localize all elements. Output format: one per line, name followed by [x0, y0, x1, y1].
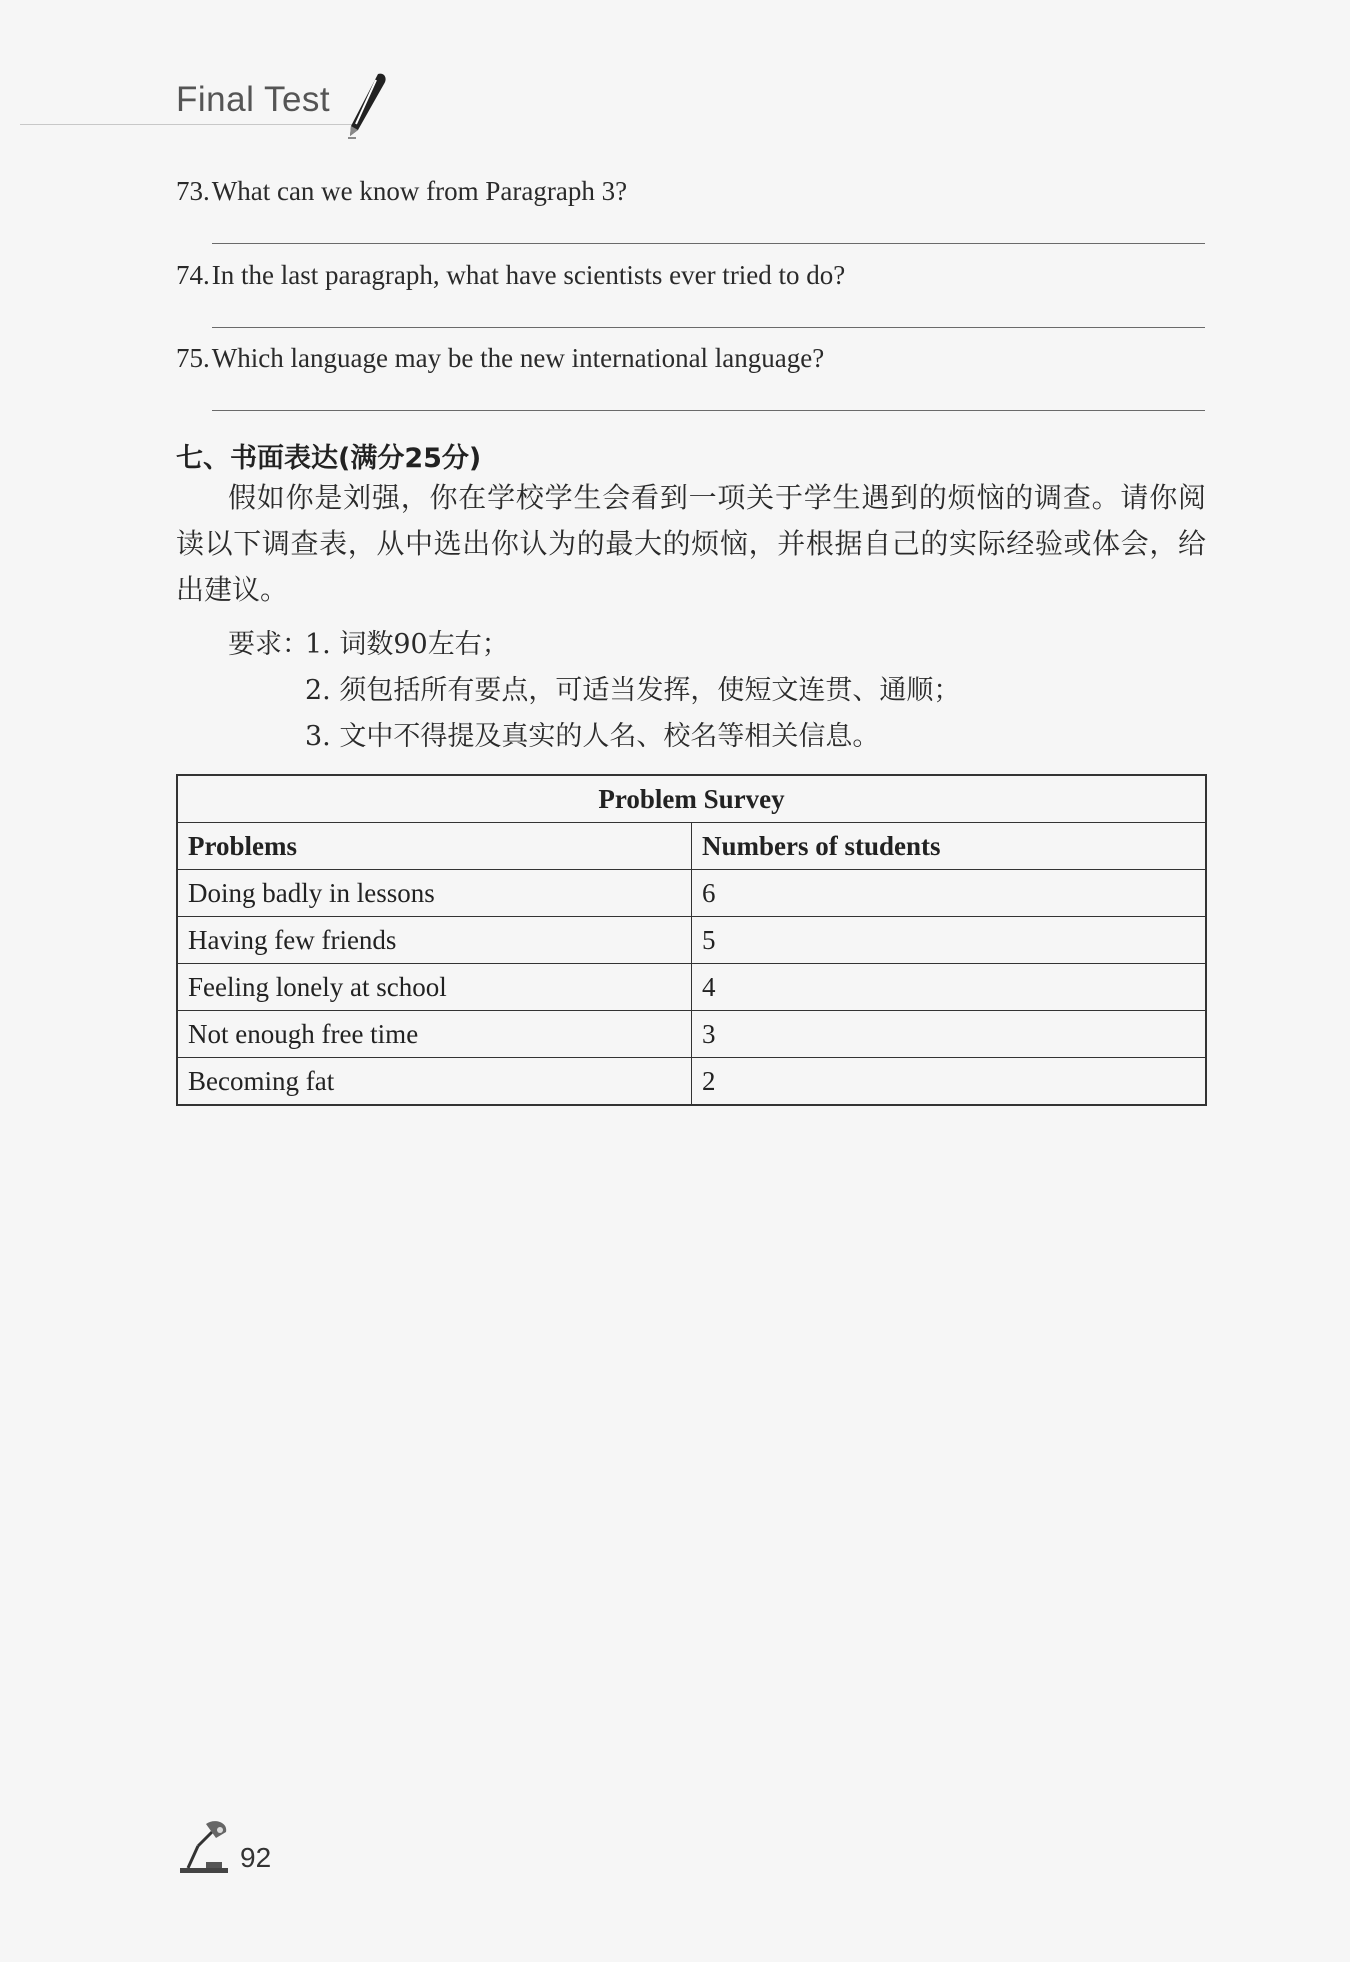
- writing-prompt: 假如你是刘强，你在学校学生会看到一项关于学生遇到的烦恼的调查。请你阅读以下调查表，从中选出你认为的最大的烦恼，并根据自己的实际经验或体会，给出建议。: [176, 481, 1206, 606]
- page-header-title: Final Test: [176, 80, 331, 119]
- question-text: In the last paragraph, what have scientists ever tried to do?: [211, 260, 846, 290]
- answer-line-74[interactable]: [212, 327, 1205, 328]
- table-title-row: [177, 775, 1206, 823]
- question-number: 73.: [176, 176, 210, 206]
- answer-line-75[interactable]: [212, 410, 1205, 411]
- problem-cell: Becoming fat: [177, 1058, 692, 1106]
- section-heading-writing: 七、书面表达(满分25分): [176, 443, 482, 474]
- pen-icon: [342, 72, 388, 140]
- table-row: [177, 1011, 1206, 1058]
- column-header-numbers: Numbers of students: [692, 823, 1207, 870]
- requirement-2: 2. 须包括所有要点，可适当发挥，使短文连贯、通顺；: [305, 675, 961, 706]
- question-74: [176, 260, 845, 291]
- problem-cell: Having few friends: [177, 917, 692, 964]
- question-text: What can we know from Paragraph 3?: [211, 176, 628, 206]
- requirement-3: 3. 文中不得提及真实的人名、校名等相关信息。: [305, 721, 880, 752]
- table-header-row: [177, 823, 1206, 870]
- problem-cell: Doing badly in lessons: [177, 870, 692, 917]
- table-title: Problem Survey: [177, 775, 1206, 823]
- question-number: 74.: [176, 260, 210, 290]
- count-cell: 5: [692, 917, 1207, 964]
- table-row: [177, 1058, 1206, 1106]
- requirement-1: 1. 词数90左右；: [305, 629, 509, 660]
- desk-lamp-icon: [176, 1818, 234, 1876]
- table-row: [177, 870, 1206, 917]
- problem-survey-table: [176, 774, 1207, 1106]
- answer-line-73[interactable]: [212, 243, 1205, 244]
- column-header-problems: Problems: [177, 823, 692, 870]
- count-cell: 6: [692, 870, 1207, 917]
- question-75: [176, 343, 824, 374]
- problem-cell: Not enough free time: [177, 1011, 692, 1058]
- requirements-label: 要求：: [228, 629, 309, 660]
- table-row: [177, 917, 1206, 964]
- table-row: [177, 964, 1206, 1011]
- count-cell: 2: [692, 1058, 1207, 1106]
- problem-cell: Feeling lonely at school: [177, 964, 692, 1011]
- count-cell: 4: [692, 964, 1207, 1011]
- header-rule: [20, 124, 360, 125]
- question-73: [176, 176, 627, 207]
- question-text: Which language may be the new international language?: [211, 343, 825, 373]
- count-cell: 3: [692, 1011, 1207, 1058]
- question-number: 75.: [176, 343, 210, 373]
- page-number: 92: [240, 1842, 272, 1873]
